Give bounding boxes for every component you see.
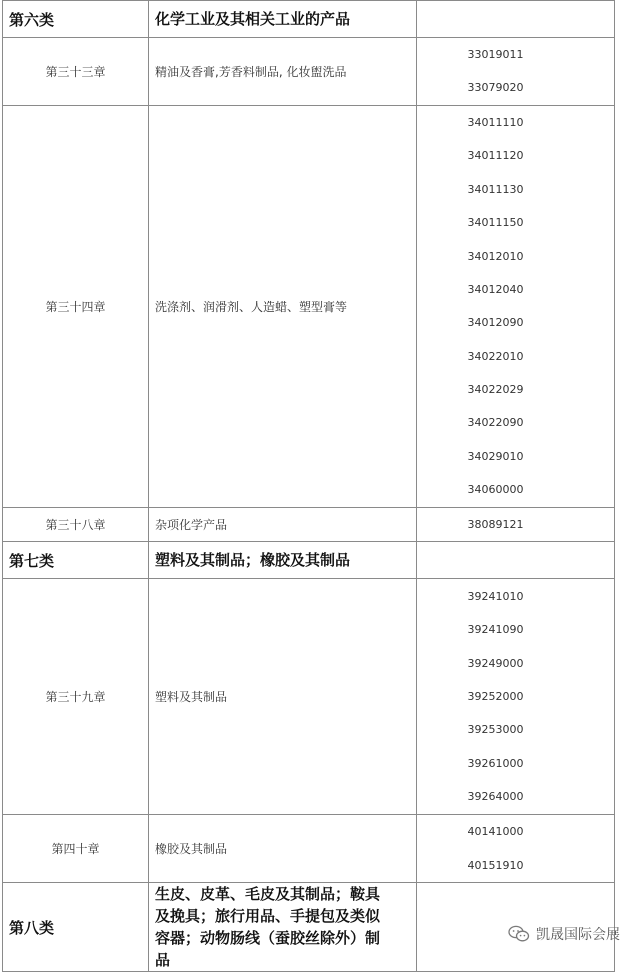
- section-title-line: 及挽具；旅行用品、手提包及类似: [155, 907, 381, 926]
- section-codes: [417, 542, 615, 579]
- section-title: 塑料及其制品；橡胶及其制品: [149, 542, 417, 579]
- chapter-desc: 橡胶及其制品: [149, 815, 417, 883]
- chapter-name: 第三十三章: [3, 38, 149, 106]
- section-name: 第六类: [3, 1, 149, 38]
- hs-code: 39241010: [467, 589, 524, 603]
- hs-code: 33019011: [467, 48, 524, 61]
- section-codes: [417, 1, 615, 38]
- section-name: 第七类: [3, 542, 149, 579]
- chapter-row: [3, 38, 615, 106]
- hs-code: 40151910: [467, 858, 524, 872]
- chapter-codes: [417, 507, 615, 541]
- section-row: [3, 542, 615, 579]
- hs-code: 39249000: [467, 656, 524, 670]
- chapter-name: 第三十八章: [3, 507, 149, 541]
- chapter-row: [3, 579, 615, 815]
- chapter-desc: 精油及香膏,芳香料制品, 化妆盥洗品: [149, 38, 417, 106]
- watermark-text: 凯晟国际会展: [536, 927, 620, 943]
- chapter-codes: [417, 105, 615, 507]
- chapter-codes: [417, 579, 615, 815]
- tariff-table: [2, 0, 615, 972]
- watermark: [508, 924, 620, 944]
- section-title: [149, 883, 417, 972]
- hs-code: 34011130: [467, 182, 524, 196]
- hs-code: 34011110: [467, 115, 524, 129]
- chapter-row: [3, 507, 615, 541]
- hs-code: 39241090: [467, 623, 524, 637]
- hs-code: 34011150: [467, 216, 524, 230]
- chapter-codes: [417, 38, 615, 106]
- hs-code: 39253000: [467, 723, 524, 737]
- hs-code: 34022090: [467, 416, 524, 430]
- section-row: [3, 1, 615, 38]
- hs-code: 39264000: [467, 790, 524, 804]
- hs-code: 34060000: [467, 483, 524, 497]
- hs-code: 39252000: [467, 689, 524, 703]
- section-title-line: 生皮、皮革、毛皮及其制品；鞍具: [155, 885, 381, 904]
- chapter-name: 第三十九章: [3, 579, 149, 815]
- hs-code: 34012090: [467, 316, 524, 330]
- section-title-line: 品: [155, 951, 171, 970]
- hs-code: 34022010: [467, 349, 524, 363]
- hs-code: 33079020: [467, 81, 524, 95]
- chapter-name: 第三十四章: [3, 105, 149, 507]
- section-title: 化学工业及其相关工业的产品: [149, 1, 417, 38]
- chapter-name: 第四十章: [3, 815, 149, 883]
- wechat-icon: [508, 925, 530, 943]
- chapter-codes: [417, 815, 615, 883]
- hs-code: 34011120: [467, 149, 524, 163]
- chapter-desc: 杂项化学产品: [149, 507, 417, 541]
- chapter-row: [3, 105, 615, 507]
- hs-code: 34029010: [467, 449, 524, 463]
- hs-code: 38089121: [467, 517, 524, 531]
- section-name: 第八类: [3, 883, 149, 972]
- hs-code: 40141000: [467, 825, 524, 839]
- hs-code: 34022029: [467, 383, 524, 397]
- section-title-line: 容器；动物肠线（蚕胶丝除外）制: [155, 929, 381, 948]
- chapter-row: [3, 815, 615, 883]
- chapter-desc: 塑料及其制品: [149, 579, 417, 815]
- hs-code: 34012040: [467, 282, 524, 296]
- hs-code: 39261000: [467, 756, 524, 770]
- chapter-desc: 洗涤剂、润滑剂、人造蜡、塑型膏等: [149, 105, 417, 507]
- hs-code: 34012010: [467, 249, 524, 263]
